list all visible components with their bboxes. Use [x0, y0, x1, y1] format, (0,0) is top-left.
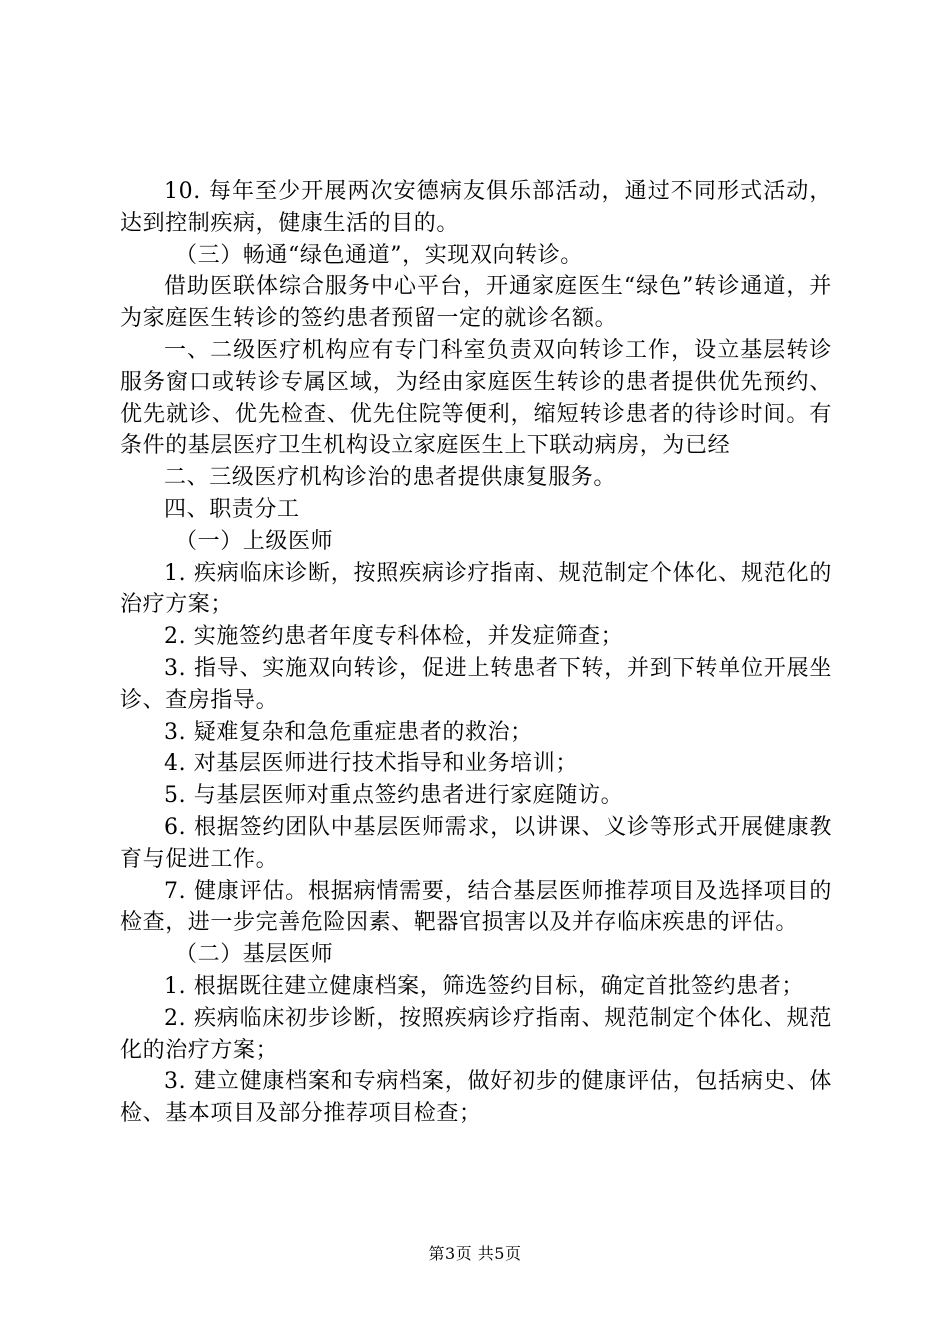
page-footer: 第3页 共5页	[428, 1244, 522, 1263]
section-heading: （三）畅通“绿色通道”，实现双向转诊。	[175, 242, 583, 268]
paragraph: 2. 疾病临床初步诊断，按照疾病诊疗指南、规范制定个体化、规范化的治疗方案；	[120, 1005, 832, 1063]
paragraph: 10. 每年至少开展两次安德病友俱乐部活动，通过不同形式活动，达到控制疾病，健康生活的目的。	[120, 179, 832, 236]
paragraph: 1. 疾病临床诊断，按照疾病诊疗指南、规范制定个体化、规范化的治疗方案；	[120, 560, 832, 618]
paragraph: 1. 根据既往建立健康档案，筛选签约目标，确定首批签约患者；	[164, 973, 804, 999]
paragraph: 3. 疑难复杂和急危重症患者的救治；	[164, 719, 533, 745]
paragraph: 5. 与基层医师对重点签约患者进行家庭随访。	[164, 783, 624, 809]
paragraph: 借助医联体综合服务中心平台，开通家庭医生“绿色”转诊通道，并为家庭医生转诊的签约患者预留一定的就诊名额。	[120, 274, 832, 332]
paragraph: 二、三级医疗机构诊治的患者提供康复服务。	[164, 465, 617, 491]
paragraph: 一、二级医疗机构应有专门科室负责双向转诊工作，设立基层转诊服务窗口或转诊专属区域，为经由家庭医生转诊的患者提供优先预约、优先就诊、优先检查、优先住院等便利，缩短转诊患者的待诊时间。有条件的基层医疗卫生机构设立家庭医生上下联动病房，为已经	[120, 337, 832, 459]
document-body	[120, 176, 832, 1130]
section-heading: （二）基层医师	[175, 942, 334, 968]
paragraph: 四、职责分工	[164, 496, 300, 522]
paragraph: 6. 根据签约团队中基层医师需求，以讲课、义诊等形式开展健康教育与促进工作。	[120, 814, 832, 872]
paragraph: 3. 指导、实施双向转诊，促进上转患者下转，并到下转单位开展坐诊、查房指导。	[120, 655, 832, 713]
paragraph: 3. 建立健康档案和专病档案，做好初步的健康评估，包括病史、体检、基本项目及部分推荐项目检查；	[120, 1069, 832, 1127]
paragraph: 2. 实施签约患者年度专科体检，并发症筛查；	[164, 624, 624, 650]
paragraph: 4. 对基层医师进行技术指导和业务培训；	[164, 751, 578, 777]
section-heading: （一）上级医师	[175, 528, 334, 554]
paragraph: 7. 健康评估。根据病情需要，结合基层医师推荐项目及选择项目的检查，进一步完善危险因素、靶器官损害以及并存临床疾患的评估。	[120, 878, 832, 936]
